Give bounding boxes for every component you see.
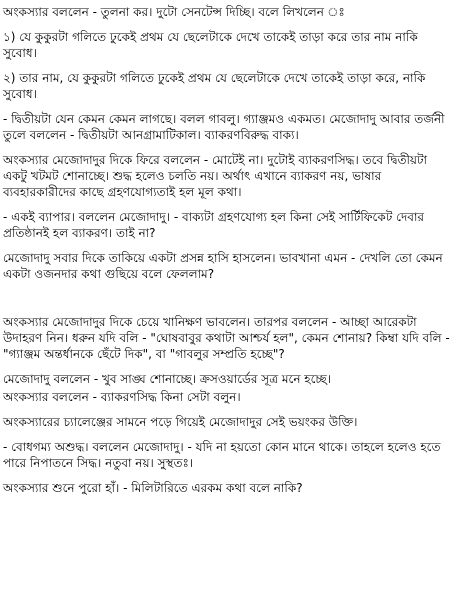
paragraph-smile: মেজোদাদু সবার দিকে তাকিয়ে একটা প্রসন্ন হাসি হাসলেন। ভাবখানা এমন - দেখলি তো কেমন একটা ওজনদার কথা গুছিয়ে বলে ফেললাম?: [3, 251, 443, 281]
paragraph-crossword: মেজোদাদু বললেন - খুব সাঙ্ঘ শোনাচ্ছে। ক্রসওয়ার্ডের সূত্র মনে হচ্ছে।: [3, 372, 332, 386]
document-page: [3, 4, 453, 505]
paragraph-sentence-one: ১) যে কুকুরটা গলিতে ঢুকেই প্রথম যে ছেলেটাকে দেখে তাকেই তাড়া করে তার নাম নাকি সুবোধ।: [3, 30, 418, 60]
paragraph-tell-grammatical: অংকস্যার বললেন - ব্যাকরণসিদ্ধ কিনা সেটা বলুন।: [3, 390, 241, 404]
paragraph-military: অংকস্যার শুনে পুরো হাঁ। - মিলিটারিতে এরকম কথা বলে নাকি?: [3, 481, 303, 495]
paragraph-same-thing: - একই ব্যাপার। বললেন মেজোদাদু। - বাক্যটা গ্রহণযোগ্য হল কিনা সেই সার্টিফিকেট দেবার প্রতিষ্ঠানই হল ব্যাকরণ। তাই না?: [3, 210, 425, 240]
paragraph-second-sounds-odd: - দ্বিতীয়টা যেন কেমন কেমন লাগছে। বলল গাবলু। গ্যাঞ্জমও একমত। মেজোদাদু আবার তর্জনী তুলে বললেন - দ্বিতীয়টা আনগ্রামাটিকাল। ব্যাকরণবিরুদ্ধ বাক্য।: [3, 112, 445, 142]
paragraph-another-example: অংকস্যার মেজোদাদুর দিকে চেয়ে খানিক্ষণ ভাবলেন। তারপর বললেন - আচ্ছা আরেকটা উদাহরণ নিন। ধরুন যদি বলি - "ঘোষবাবুর কথাটা আশ্চর্য হল", কেমন শোনায়? কিম্বা যদি বলি - "গ্যাঞ্জম অন্তর্ধানকে ছেঁটে দিক", বা "গাবলুর সম্প্রতি হচ্ছে"?: [3, 315, 450, 361]
paragraph-sentence-two: ২) তার নাম, যে কুকুরটা গলিতে ঢুকেই প্রথম যে ছেলেটাকে দেখে তাকেই তাড়া করে, নাকি সুবোধ।: [3, 71, 426, 101]
paragraph-intro: অংকস্যার বললেন - তুলনা কর। দুটো সেনটেন্স দিচ্ছি। বলে লিখলেন ঃ: [3, 5, 345, 19]
paragraph-comprehensible-impure: - বোধগম্য অশুদ্ধ। বললেন মেজোদাদু। - যদি না হয়তো কোন মানে থাকে। তাহলে হলেও হতে পারে নিপাতনে সিদ্ধ। নতুবা নয়। সুস্থতঃ।: [3, 440, 441, 470]
paragraph-challenge: অংকস্যারের চ্যালেঞ্জের সামনে পড়ে গিয়েই মেজোদাদুর সেই ভয়ংকর উক্তি।: [3, 415, 358, 429]
paragraph-both-grammatical: অংকস্যার মেজোদাদুর দিকে ফিরে বললেন - মোটেই না। দুটোই ব্যাকরণসিদ্ধ। তবে দ্বিতীয়টা একটু খটমট শোনাচ্ছে। শুদ্ধ হলেও চলতি নয়। অর্থাৎ এখানে ব্যাকরণ নয়, ভাষার ব্যবহারকারীদের কাছে গ্রহণযোগ্যতাই হল মূল কথা।: [3, 153, 427, 199]
